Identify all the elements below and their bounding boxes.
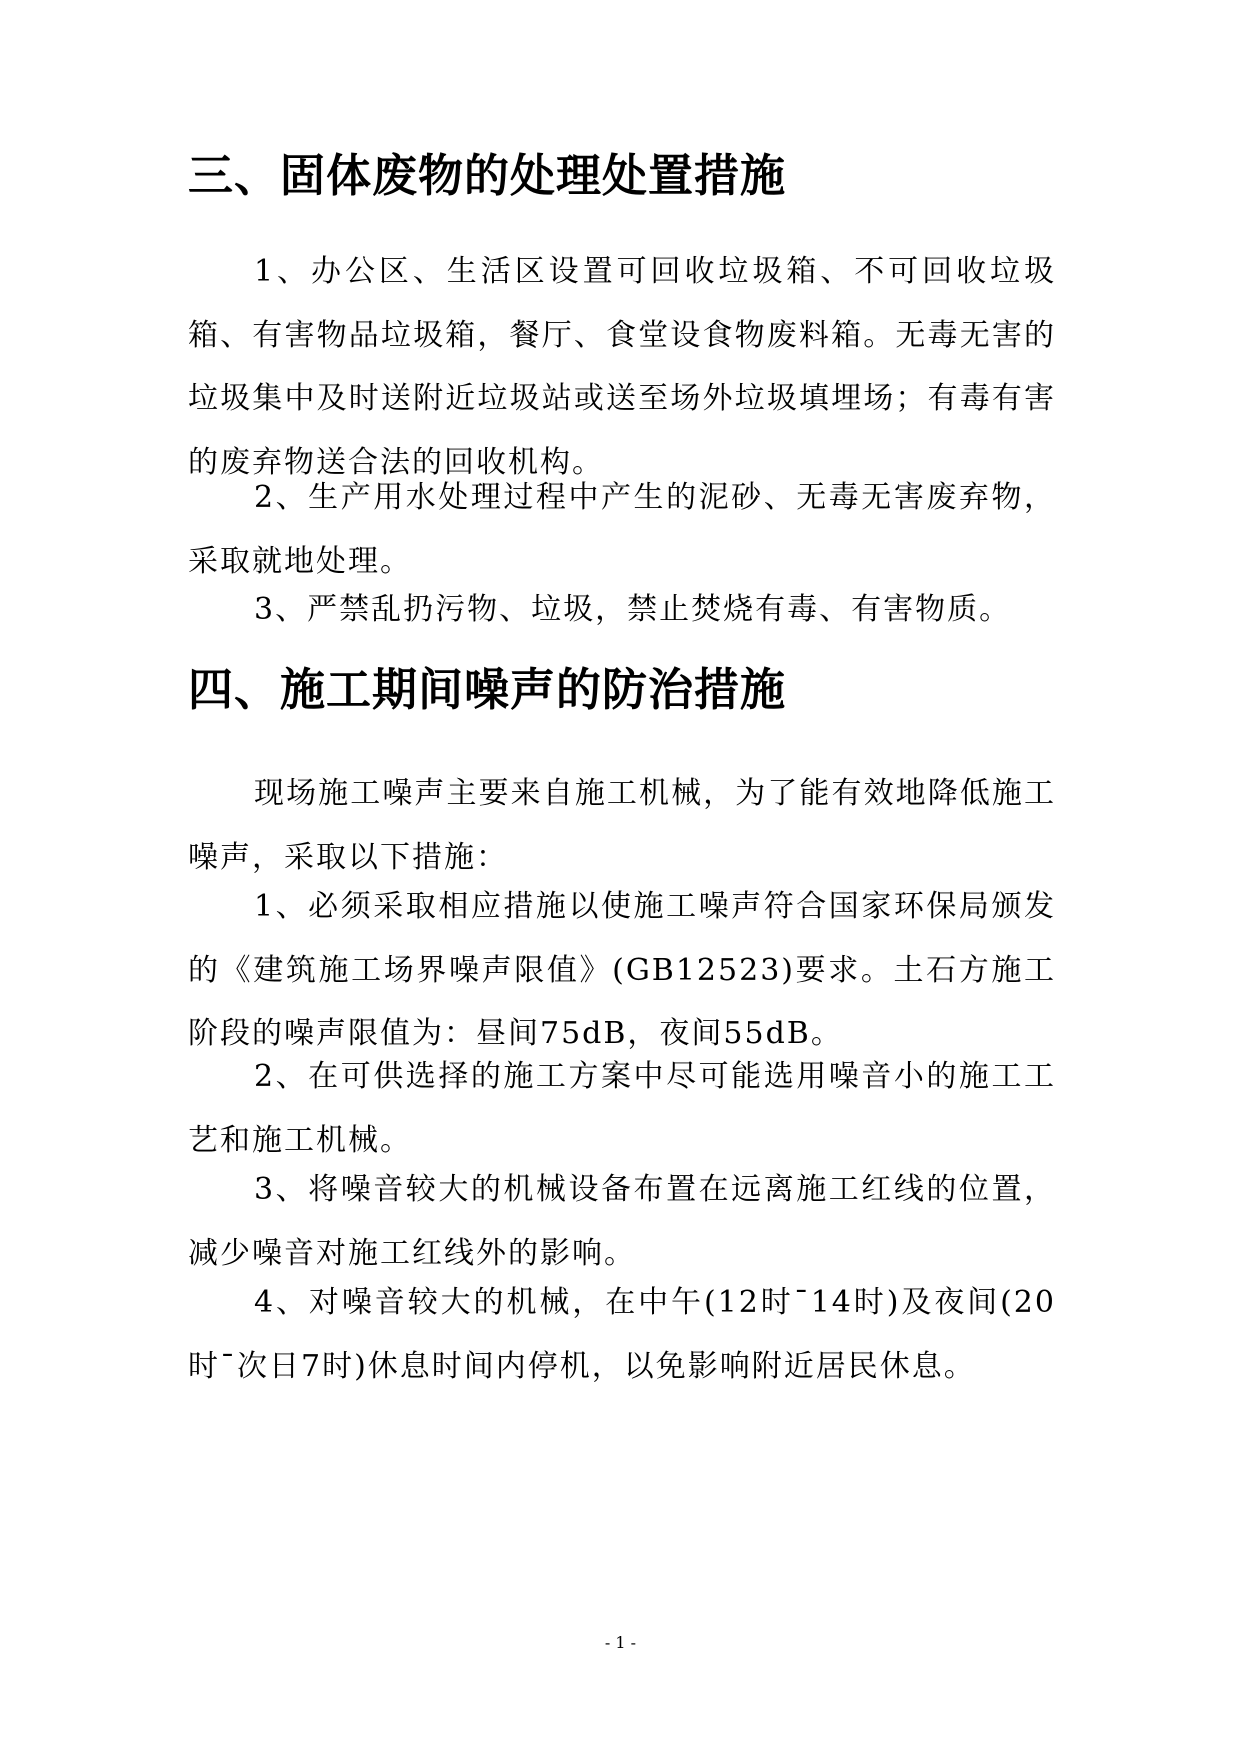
section-4-paragraph-5: 4、对噪音较大的机械，在中午(12时¯14时)及夜间(20时¯次日7时)休息时间内停机，以免影响附近居民休息。 bbox=[188, 1285, 1056, 1384]
section-4-paragraph-4: 3、将噪音较大的机械设备布置在远离施工红线的位置，减少噪音对施工红线外的影响。 bbox=[188, 1172, 1056, 1271]
section-3-heading: 三、固体废物的处理处置措施 bbox=[188, 149, 787, 202]
section-4-heading: 四、施工期间噪声的防治措施 bbox=[188, 663, 787, 716]
page-number: - 1 - bbox=[604, 1633, 637, 1652]
section-3-paragraph-2: 2、生产用水处理过程中产生的泥砂、无毒无害废弃物，采取就地处理。 bbox=[188, 480, 1056, 579]
section-4-paragraph-2: 1、必须采取相应措施以使施工噪声符合国家环保局颁发的《建筑施工场界噪声限值》(GB12523)要求。土石方施工阶段的噪声限值为：昼间75dB，夜间55dB。 bbox=[188, 889, 1056, 1051]
section-3-paragraph-1: 1、办公区、生活区设置可回收垃圾箱、不可回收垃圾箱、有害物品垃圾箱，餐厅、食堂设食物废料箱。无毒无害的垃圾集中及时送附近垃圾站或送至场外垃圾填埋场；有毒有害的废弃物送合法的回收机构。 bbox=[188, 254, 1056, 480]
section-4-paragraph-3: 2、在可供选择的施工方案中尽可能选用噪音小的施工工艺和施工机械。 bbox=[188, 1059, 1056, 1158]
section-4-paragraph-1: 现场施工噪声主要来自施工机械，为了能有效地降低施工噪声，采取以下措施： bbox=[188, 776, 1056, 875]
section-3-paragraph-3: 3、严禁乱扔污物、垃圾，禁止焚烧有毒、有害物质。 bbox=[254, 592, 1012, 627]
